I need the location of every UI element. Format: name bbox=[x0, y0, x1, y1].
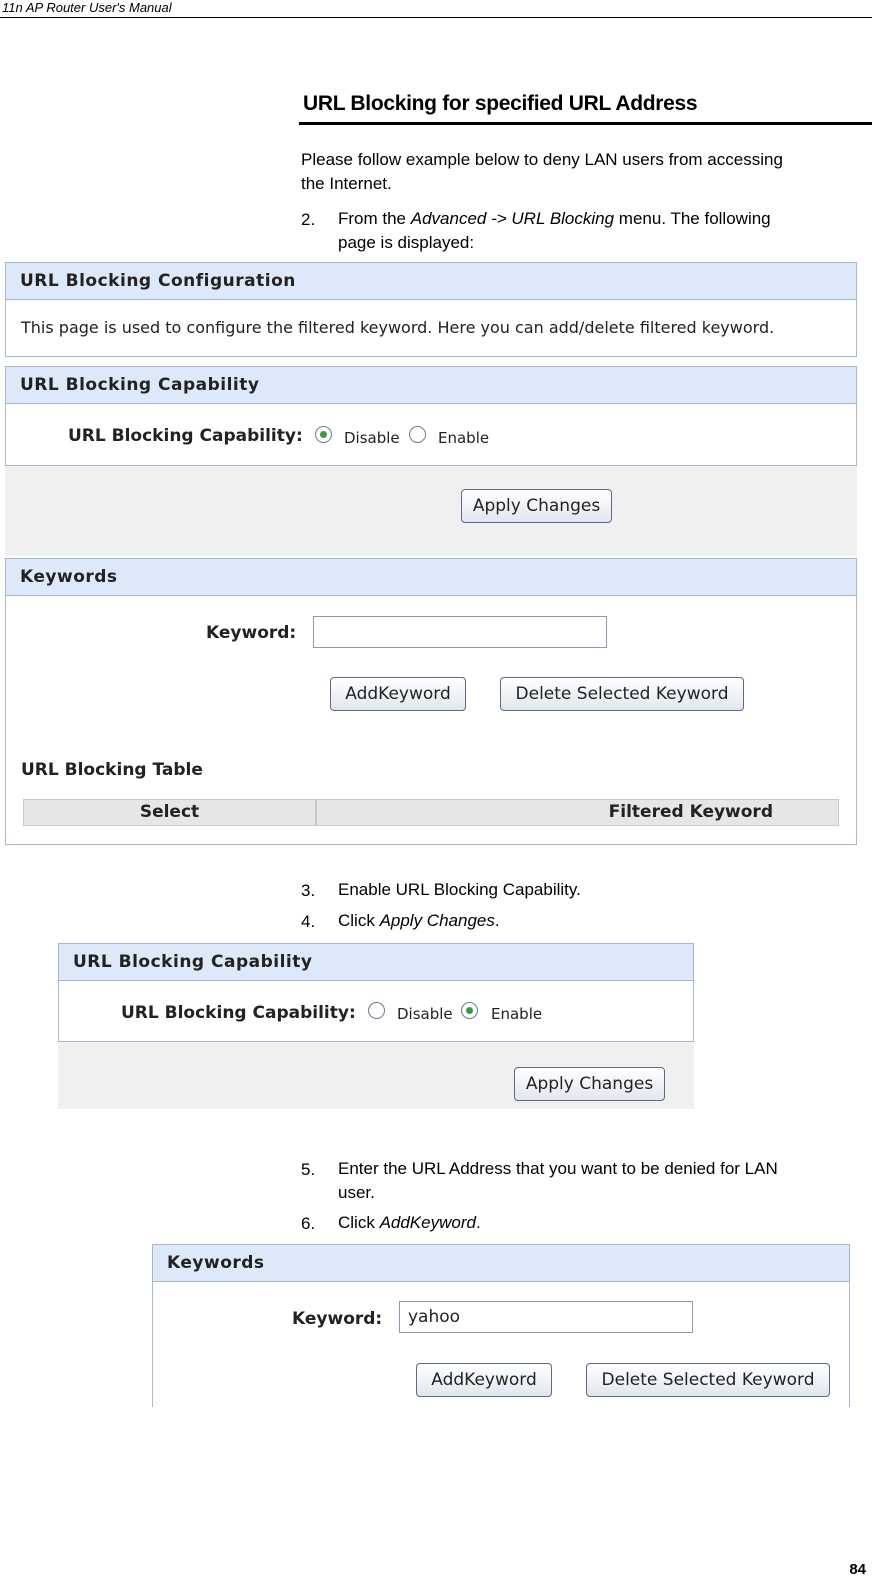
step-6-text: Click AddKeyword. bbox=[338, 1213, 481, 1232]
config-description: This page is used to configure the filtered keyword. Here you can add/delete filtered keyword. bbox=[21, 318, 775, 337]
keyword-input[interactable] bbox=[313, 616, 607, 648]
keywords-panel bbox=[5, 558, 857, 845]
step-2-text-line2: page is displayed: bbox=[338, 233, 475, 252]
disable-label-2: Disable bbox=[397, 1005, 453, 1023]
apply-bar-2 bbox=[58, 1042, 694, 1109]
column-select: Select bbox=[23, 799, 316, 826]
capability-panel bbox=[5, 366, 857, 466]
add-keyword-button-2[interactable]: AddKeyword bbox=[416, 1363, 552, 1397]
keyword-label-2: Keyword: bbox=[292, 1309, 383, 1329]
step-4-text: Click Apply Changes. bbox=[338, 911, 500, 930]
section-rule bbox=[299, 122, 872, 125]
url-blocking-table-title: URL Blocking Table bbox=[21, 760, 203, 780]
step-3-number: 3. bbox=[301, 881, 316, 900]
apply-changes-button-2[interactable]: Apply Changes bbox=[514, 1067, 665, 1101]
apply-changes-button[interactable]: Apply Changes bbox=[461, 489, 612, 523]
step-6-number: 6. bbox=[301, 1214, 316, 1233]
keywords-panel-2 bbox=[152, 1244, 850, 1407]
step-5-number: 5. bbox=[301, 1160, 316, 1179]
capability-label: URL Blocking Capability: bbox=[68, 426, 303, 446]
enable-label-2: Enable bbox=[491, 1005, 543, 1023]
capability-label-2: URL Blocking Capability: bbox=[121, 1003, 356, 1023]
enable-radio[interactable] bbox=[409, 426, 426, 443]
intro-line-2: the Internet. bbox=[301, 174, 392, 193]
step-5-text: Enter the URL Address that you want to be denied for LAN bbox=[338, 1159, 778, 1178]
capability-title-2: URL Blocking Capability bbox=[59, 944, 693, 981]
step-3-text: Enable URL Blocking Capability. bbox=[338, 880, 581, 899]
enable-radio-2[interactable] bbox=[461, 1002, 478, 1019]
step-5-text-line2: user. bbox=[338, 1183, 375, 1202]
section-title: URL Blocking for specified URL Address bbox=[303, 92, 698, 115]
keyword-input-2[interactable]: yahoo bbox=[399, 1301, 693, 1333]
keywords-title: Keywords bbox=[6, 559, 856, 596]
enable-label: Enable bbox=[438, 429, 490, 447]
apply-bar bbox=[5, 466, 857, 556]
capability-title: URL Blocking Capability bbox=[6, 367, 856, 404]
add-keyword-button[interactable]: AddKeyword bbox=[330, 677, 466, 711]
page-number: 84 bbox=[849, 1561, 866, 1578]
delete-selected-keyword-button-2[interactable]: Delete Selected Keyword bbox=[586, 1363, 830, 1397]
disable-radio-2[interactable] bbox=[368, 1002, 385, 1019]
step-2-text: From the Advanced -> URL Blocking menu. The following bbox=[338, 209, 771, 228]
config-panel bbox=[5, 262, 857, 357]
manual-title: 11n AP Router User's Manual bbox=[2, 0, 172, 15]
page-header bbox=[0, 0, 872, 18]
intro-line-1: Please follow example below to deny LAN users from accessing bbox=[301, 150, 783, 169]
step-4-number: 4. bbox=[301, 912, 316, 931]
step-2-number: 2. bbox=[301, 210, 316, 229]
capability-panel-2 bbox=[58, 943, 694, 1042]
keywords-title-2: Keywords bbox=[153, 1245, 849, 1282]
delete-selected-keyword-button[interactable]: Delete Selected Keyword bbox=[500, 677, 744, 711]
column-filtered-keyword: Filtered Keyword bbox=[316, 799, 839, 826]
disable-radio[interactable] bbox=[315, 426, 332, 443]
disable-label: Disable bbox=[344, 429, 400, 447]
config-title: URL Blocking Configuration bbox=[6, 263, 856, 300]
keyword-label: Keyword: bbox=[206, 623, 297, 643]
